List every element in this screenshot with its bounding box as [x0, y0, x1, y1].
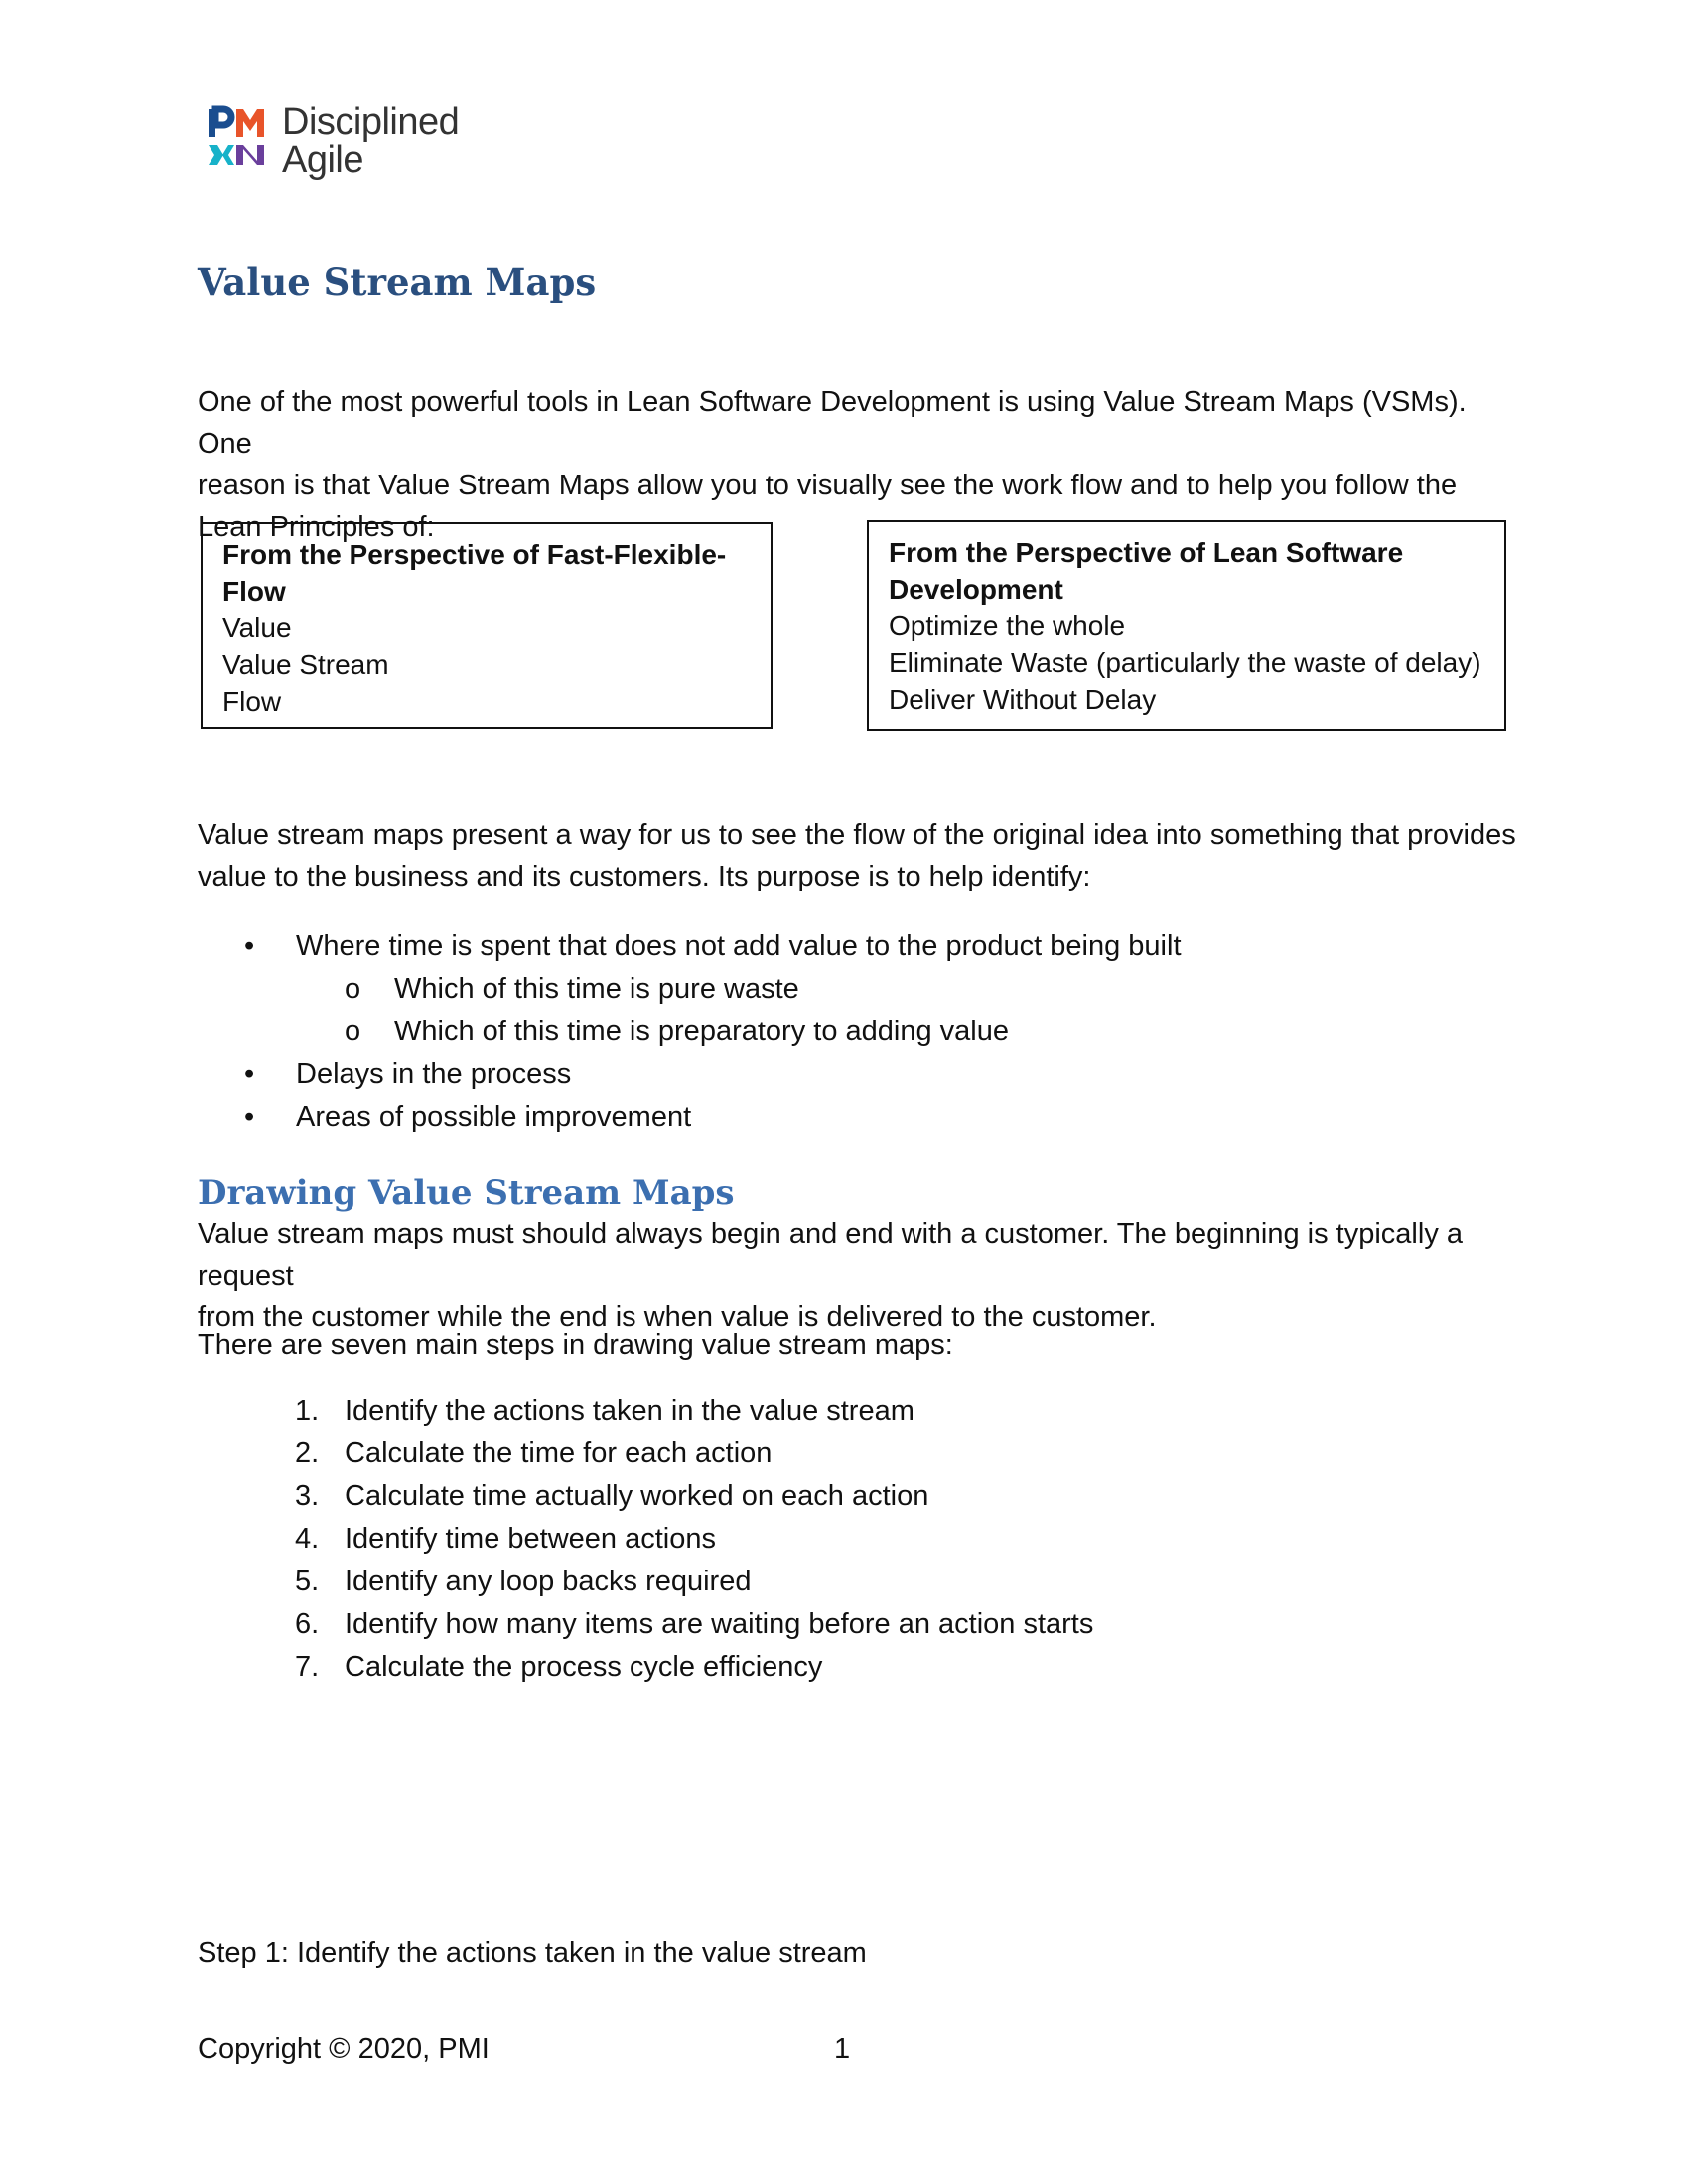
step-text: Calculate the time for each action: [345, 1437, 773, 1469]
identify-bullet-list: [198, 925, 1488, 1139]
list-item-text: Where time is spent that does not add value to the product being built: [296, 930, 1182, 962]
box-left-item: Value: [222, 613, 292, 643]
page-title: Value Stream Maps: [198, 260, 597, 304]
list-item: [198, 1475, 1488, 1518]
list-item: [198, 968, 1488, 1011]
list-item-text: Which of this time is pure waste: [394, 973, 799, 1005]
list-item: [198, 1011, 1488, 1053]
vsm-line-2: value to the business and its customers. Its purpose is to help identify:: [198, 861, 1091, 892]
bullet-icon: •: [244, 1101, 255, 1133]
intro-line-3: Lean Principles of:: [198, 511, 435, 543]
step-text: Identify how many items are waiting before an action starts: [345, 1608, 1094, 1640]
sub-bullet-icon: o: [345, 973, 361, 1005]
box-right-heading-line-1: From the Perspective of Lean Software: [889, 537, 1404, 568]
disciplined-agile-logo: [205, 99, 463, 185]
box-right-item: Eliminate Waste (particularly the waste of delay): [889, 647, 1481, 678]
box-left-heading-line-2: Flow: [222, 576, 286, 607]
lean-software-development-box: [867, 520, 1506, 731]
box-right-item: Optimize the whole: [889, 611, 1126, 641]
step-number: 2.: [295, 1437, 320, 1469]
list-item-text: Delays in the process: [296, 1058, 572, 1090]
fast-flexible-flow-box: [201, 522, 773, 729]
list-item: [198, 1390, 1488, 1433]
bullet-icon: •: [244, 930, 255, 962]
drawing-line-2: from the customer while the end is when value is delivered to the customer.: [198, 1301, 1157, 1333]
intro-line-2: reason is that Value Stream Maps allow you to visually see the work flow and to help you follow the: [198, 470, 1458, 501]
box-right-item: Deliver Without Delay: [889, 684, 1157, 715]
list-item: [198, 1603, 1488, 1646]
step-number: 3.: [295, 1480, 320, 1512]
step-text: Identify the actions taken in the value stream: [345, 1395, 914, 1427]
section-heading: Drawing Value Stream Maps: [198, 1173, 735, 1213]
step-number: 4.: [295, 1523, 320, 1555]
intro-line-1: One of the most powerful tools in Lean Software Development is using Value Stream Maps (VSMs). One: [198, 386, 1467, 460]
list-item-text: Which of this time is preparatory to adding value: [394, 1016, 1009, 1047]
step-text: Calculate time actually worked on each action: [345, 1480, 929, 1512]
step-text: Identify any loop backs required: [345, 1566, 752, 1597]
list-item: [198, 925, 1488, 968]
logo-text-disciplined: Disciplined: [282, 101, 460, 143]
footer-copyright: Copyright © 2020, PMI: [198, 2033, 490, 2065]
step-text: Calculate the process cycle efficiency: [345, 1651, 823, 1683]
box-right-heading-line-2: Development: [889, 574, 1063, 605]
steps-list: [198, 1390, 1488, 1689]
list-item: [198, 1646, 1488, 1689]
step-number: 5.: [295, 1566, 320, 1597]
list-item: [198, 1053, 1488, 1096]
list-item: [198, 1433, 1488, 1475]
step-number: 7.: [295, 1651, 320, 1683]
step1-heading: Step 1: Identify the actions taken in the value stream: [198, 1937, 867, 1969]
steps-intro: There are seven main steps in drawing value stream maps:: [198, 1329, 953, 1361]
drawing-line-1: Value stream maps must should always begin and end with a customer. The beginning is typically a request: [198, 1218, 1464, 1292]
footer-page-number: 1: [834, 2033, 851, 2065]
list-item: [198, 1518, 1488, 1561]
sub-bullet-icon: o: [345, 1016, 361, 1047]
step-number: 6.: [295, 1608, 320, 1640]
box-left-item: Flow: [222, 686, 282, 717]
vsm-paragraph: [198, 814, 1528, 897]
box-left-item: Value Stream: [222, 649, 389, 680]
vsm-line-1: Value stream maps present a way for us to see the flow of the original idea into something that provides: [198, 819, 1516, 851]
logo-text-agile: Agile: [282, 139, 363, 181]
bullet-icon: •: [244, 1058, 255, 1090]
pmi-da-logo-icon: [205, 105, 278, 177]
step-text: Identify time between actions: [345, 1523, 716, 1555]
list-item: [198, 1561, 1488, 1603]
list-item-text: Areas of possible improvement: [296, 1101, 692, 1133]
drawing-paragraph: [198, 1213, 1528, 1338]
list-item: [198, 1096, 1488, 1139]
step-number: 1.: [295, 1395, 320, 1427]
box-left-heading-line-1: From the Perspective of Fast-Flexible-: [222, 539, 727, 570]
